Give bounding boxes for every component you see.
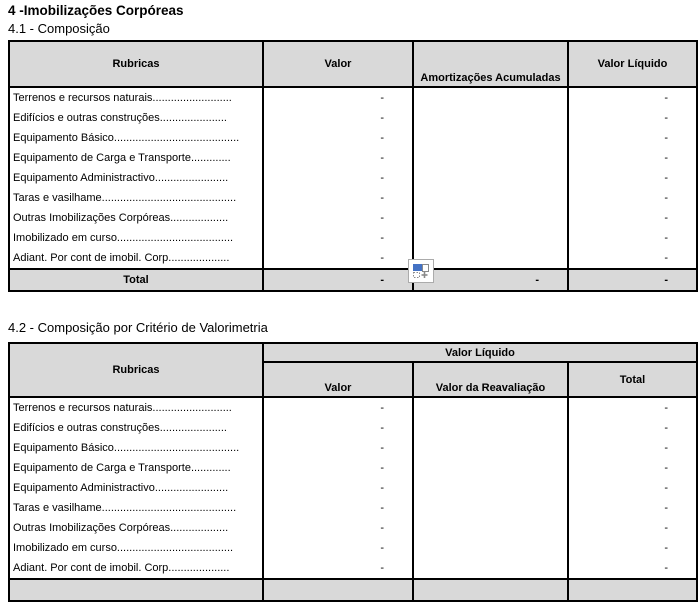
valor-liquido-cell[interactable]: - bbox=[568, 228, 697, 248]
total-valor-liquido-cell[interactable]: - bbox=[568, 269, 697, 291]
rubrica-cell[interactable]: Equipamento Administractivo........................ bbox=[9, 168, 263, 188]
rubrica-cell[interactable]: Taras e vasilhame............................................ bbox=[9, 188, 263, 208]
table-row bbox=[9, 478, 697, 498]
valor-cell[interactable]: - bbox=[263, 438, 413, 458]
valor-cell[interactable]: - bbox=[263, 208, 413, 228]
valorimetria-table bbox=[8, 342, 698, 602]
amortizacoes-cell[interactable] bbox=[413, 248, 568, 269]
amortizacoes-cell[interactable] bbox=[413, 228, 568, 248]
total-amortizacoes-cell[interactable]: - bbox=[413, 269, 568, 291]
rubrica-cell[interactable]: Edifícios e outras construções...................... bbox=[9, 418, 263, 438]
valor-liquido-cell[interactable]: - bbox=[568, 128, 697, 148]
table-row bbox=[9, 558, 697, 579]
total-row bbox=[9, 269, 697, 291]
total-valor-cell[interactable]: - bbox=[263, 269, 413, 291]
table-row bbox=[9, 188, 697, 208]
table-row bbox=[9, 518, 697, 538]
table-row bbox=[9, 458, 697, 478]
valor-cell[interactable]: - bbox=[263, 518, 413, 538]
header-total[interactable]: Total bbox=[568, 362, 697, 397]
insert-options-button[interactable] bbox=[408, 259, 434, 283]
total-cell[interactable]: - bbox=[568, 478, 697, 498]
section-heading-composicao: 4.1 - Composição bbox=[8, 21, 110, 36]
rubrica-cell[interactable]: Outras Imobilizações Corpóreas................... bbox=[9, 208, 263, 228]
header-valor[interactable]: Valor bbox=[263, 41, 413, 87]
total-cell[interactable]: - bbox=[568, 438, 697, 458]
amortizacoes-cell[interactable] bbox=[413, 168, 568, 188]
valor-liquido-cell[interactable]: - bbox=[568, 248, 697, 269]
rubrica-cell[interactable]: Equipamento Básico......................................... bbox=[9, 128, 263, 148]
table-row bbox=[9, 397, 697, 418]
valor-cell[interactable]: - bbox=[263, 188, 413, 208]
reavaliacao-cell[interactable] bbox=[413, 397, 568, 418]
reavaliacao-cell[interactable] bbox=[413, 478, 568, 498]
total-total-cell[interactable] bbox=[568, 579, 697, 601]
valor-cell[interactable]: - bbox=[263, 168, 413, 188]
rubrica-cell[interactable]: Imobilizado em curso...................................... bbox=[9, 538, 263, 558]
table-row bbox=[9, 228, 697, 248]
rubrica-cell[interactable]: Equipamento de Carga e Transporte............. bbox=[9, 458, 263, 478]
table-row bbox=[9, 438, 697, 458]
header-row bbox=[9, 41, 697, 87]
valor-cell[interactable]: - bbox=[263, 228, 413, 248]
amortizacoes-cell[interactable] bbox=[413, 148, 568, 168]
reavaliacao-cell[interactable] bbox=[413, 418, 568, 438]
table-row bbox=[9, 538, 697, 558]
amortizacoes-cell[interactable] bbox=[413, 128, 568, 148]
reavaliacao-cell[interactable] bbox=[413, 558, 568, 579]
table-row bbox=[9, 128, 697, 148]
header-valor[interactable]: Valor bbox=[263, 362, 413, 397]
amortizacoes-cell[interactable] bbox=[413, 87, 568, 108]
rubrica-cell[interactable]: Taras e vasilhame............................................ bbox=[9, 498, 263, 518]
amortizacoes-cell[interactable] bbox=[413, 108, 568, 128]
total-label-cell[interactable] bbox=[9, 579, 263, 601]
total-reavaliacao-cell[interactable] bbox=[413, 579, 568, 601]
valor-cell[interactable]: - bbox=[263, 87, 413, 108]
header-rubricas[interactable]: Rubricas bbox=[9, 343, 263, 397]
table-row bbox=[9, 208, 697, 228]
rubrica-cell[interactable]: Equipamento de Carga e Transporte............. bbox=[9, 148, 263, 168]
rubrica-cell[interactable]: Adiant. Por cont de imobil. Corp.................... bbox=[9, 558, 263, 579]
rubrica-cell[interactable]: Outras Imobilizações Corpóreas................... bbox=[9, 518, 263, 538]
reavaliacao-cell[interactable] bbox=[413, 538, 568, 558]
table-row bbox=[9, 168, 697, 188]
valor-cell[interactable]: - bbox=[263, 108, 413, 128]
valor-cell[interactable]: - bbox=[263, 498, 413, 518]
rubrica-cell[interactable]: Adiant. Por cont de imobil. Corp.................... bbox=[9, 248, 263, 269]
total-label-cell[interactable]: Total bbox=[9, 269, 263, 291]
section-heading-valorimetria: 4.2 - Composição por Critério de Valorimetria bbox=[8, 320, 268, 335]
total-cell[interactable]: - bbox=[568, 458, 697, 478]
header-rubricas[interactable]: Rubricas bbox=[9, 41, 263, 87]
valor-liquido-cell[interactable]: - bbox=[568, 188, 697, 208]
table-row bbox=[9, 148, 697, 168]
rubrica-cell[interactable]: Equipamento Administractivo........................ bbox=[9, 478, 263, 498]
rubrica-cell[interactable]: Equipamento Básico......................................... bbox=[9, 438, 263, 458]
valor-cell[interactable]: - bbox=[263, 418, 413, 438]
total-cell[interactable]: - bbox=[568, 518, 697, 538]
total-cell[interactable]: - bbox=[568, 397, 697, 418]
insert-options-icon bbox=[412, 263, 430, 279]
header-amortizacoes[interactable]: Amortizações Acumuladas bbox=[413, 41, 568, 87]
header-group-row bbox=[9, 343, 697, 362]
total-row-partial bbox=[9, 579, 697, 601]
page-title: 4 -Imobilizações Corpóreas bbox=[8, 3, 184, 18]
rubrica-cell[interactable]: Terrenos e recursos naturais.......................... bbox=[9, 397, 263, 418]
valor-cell[interactable]: - bbox=[263, 248, 413, 269]
valor-liquido-cell[interactable]: - bbox=[568, 148, 697, 168]
valor-cell[interactable]: - bbox=[263, 397, 413, 418]
composicao-table bbox=[8, 40, 698, 292]
reavaliacao-cell[interactable] bbox=[413, 498, 568, 518]
reavaliacao-cell[interactable] bbox=[413, 518, 568, 538]
total-cell[interactable]: - bbox=[568, 498, 697, 518]
valor-liquido-cell[interactable]: - bbox=[568, 168, 697, 188]
table-row bbox=[9, 418, 697, 438]
total-cell[interactable]: - bbox=[568, 558, 697, 579]
valor-cell[interactable]: - bbox=[263, 538, 413, 558]
valor-liquido-cell[interactable]: - bbox=[568, 87, 697, 108]
reavaliacao-cell[interactable] bbox=[413, 458, 568, 478]
header-reavaliacao[interactable]: Valor da Reavaliação bbox=[413, 362, 568, 397]
valor-cell[interactable]: - bbox=[263, 148, 413, 168]
amortizacoes-cell[interactable] bbox=[413, 208, 568, 228]
total-cell[interactable]: - bbox=[568, 538, 697, 558]
table-row bbox=[9, 87, 697, 108]
amortizacoes-cell[interactable] bbox=[413, 188, 568, 208]
valor-liquido-cell[interactable]: - bbox=[568, 208, 697, 228]
valor-cell[interactable]: - bbox=[263, 558, 413, 579]
table-row bbox=[9, 108, 697, 128]
table-row bbox=[9, 498, 697, 518]
valor-cell[interactable]: - bbox=[263, 128, 413, 148]
valor-cell[interactable]: - bbox=[263, 458, 413, 478]
reavaliacao-cell[interactable] bbox=[413, 438, 568, 458]
header-valor-liquido-group[interactable]: Valor Líquido bbox=[263, 343, 697, 362]
table-row bbox=[9, 248, 697, 269]
rubrica-cell[interactable]: Imobilizado em curso...................................... bbox=[9, 228, 263, 248]
rubrica-cell[interactable]: Terrenos e recursos naturais.......................... bbox=[9, 87, 263, 108]
rubrica-cell[interactable]: Edifícios e outras construções...................... bbox=[9, 108, 263, 128]
header-valor-liquido[interactable]: Valor Líquido bbox=[568, 41, 697, 87]
total-valor-cell[interactable] bbox=[263, 579, 413, 601]
total-cell[interactable]: - bbox=[568, 418, 697, 438]
valor-liquido-cell[interactable]: - bbox=[568, 108, 697, 128]
valor-cell[interactable]: - bbox=[263, 478, 413, 498]
